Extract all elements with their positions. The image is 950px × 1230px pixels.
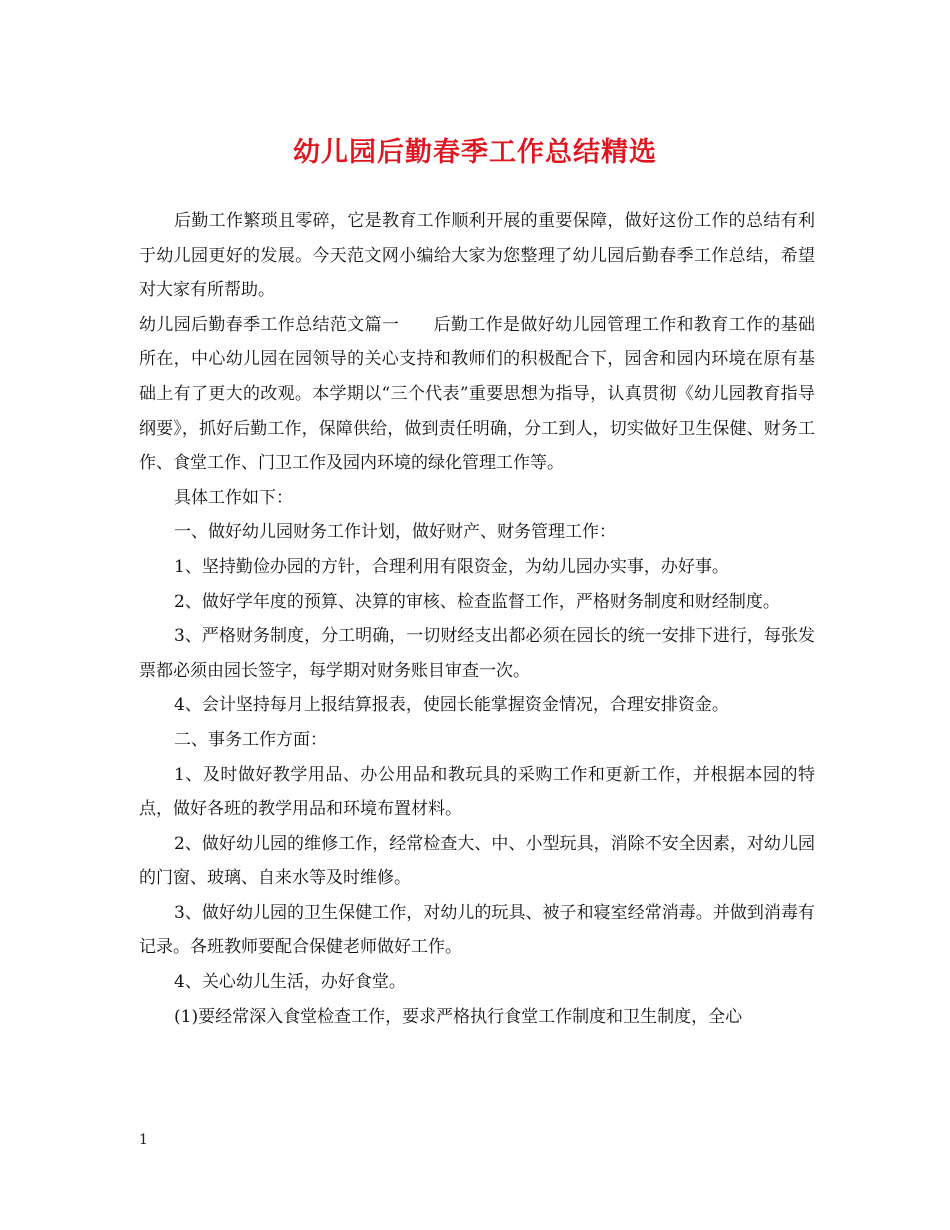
document-body (139, 204, 815, 1034)
paragraph: 2、做好幼儿园的维修工作，经常检查大、中、小型玩具，消除不安全因素，对幼儿园的门窗、玻璃、自来水等及时维修。 (139, 833, 815, 889)
paragraph: 3、严格财务制度，分工明确，一切财经支出都必须在园长的统一安排下进行，每张发票都必须由园长签字，每学期对财务账目审查一次。 (139, 626, 815, 681)
paragraph: 4、关心幼儿生活，办好食堂。 (174, 972, 406, 993)
paragraph: 一、做好幼儿园财务工作计划，做好财产、财务管理工作： (174, 522, 616, 543)
section-text: 后勤工作是做好幼儿园管理工作和教育工作的基础所在，中心幼儿园在园领导的关心支持和教师们的积极配合下，园舍和园内环境在原有基础上有了更大的改观。本学期以“三个代表”重要思想为指导，认真贯彻《幼儿园教育指导纲要》，抓好后勤工作，保障供给，做到责任明确，分工到人，切实做好卫生保健、财务工作、食堂工作、门卫工作及园内环境的绿化管理工作等。 (139, 314, 816, 474)
paragraph: 1、及时做好教学用品、办公用品和教玩具的采购工作和更新工作，并根据本园的特点，做好各班的教学用品和环境布置材料。 (139, 764, 815, 820)
section-paragraph (139, 308, 815, 481)
document-title: 幼儿园后勤春季工作总结精选 (293, 137, 657, 168)
paragraph: 1、坚持勤俭办园的方针，合理利用有限资金，为幼儿园办实事，办好事。 (174, 556, 729, 577)
paragraph: 2、做好学年度的预算、决算的审核、检查监督工作，严格财务制度和财经制度。 (174, 591, 780, 612)
paragraph: 二、事务工作方面： (174, 729, 327, 750)
section-label: 幼儿园后勤春季工作总结范文篇一 (139, 314, 400, 335)
page-number: 1 (139, 1132, 148, 1148)
paragraph: (1)要经常深入食堂检查工作，要求严格执行食堂工作制度和卫生制度，全心 (174, 1006, 743, 1027)
intro-paragraph: 后勤工作繁琐且零碎，它是教育工作顺利开展的重要保障，做好这份工作的总结有利于幼儿园更好的发展。今天范文网小编给大家为您整理了幼儿园后勤春季工作总结，希望对大家有所帮助。 (139, 211, 815, 301)
paragraph: 3、做好幼儿园的卫生保健工作，对幼儿的玩具、被子和寝室经常消毒。并做到消毒有记录。各班教师要配合保健老师做好工作。 (139, 902, 815, 958)
paragraph: 4、会计坚持每月上报结算报表，使园长能掌握资金情况，合理安排资金。 (174, 695, 729, 716)
paragraph: 具体工作如下： (174, 487, 293, 508)
